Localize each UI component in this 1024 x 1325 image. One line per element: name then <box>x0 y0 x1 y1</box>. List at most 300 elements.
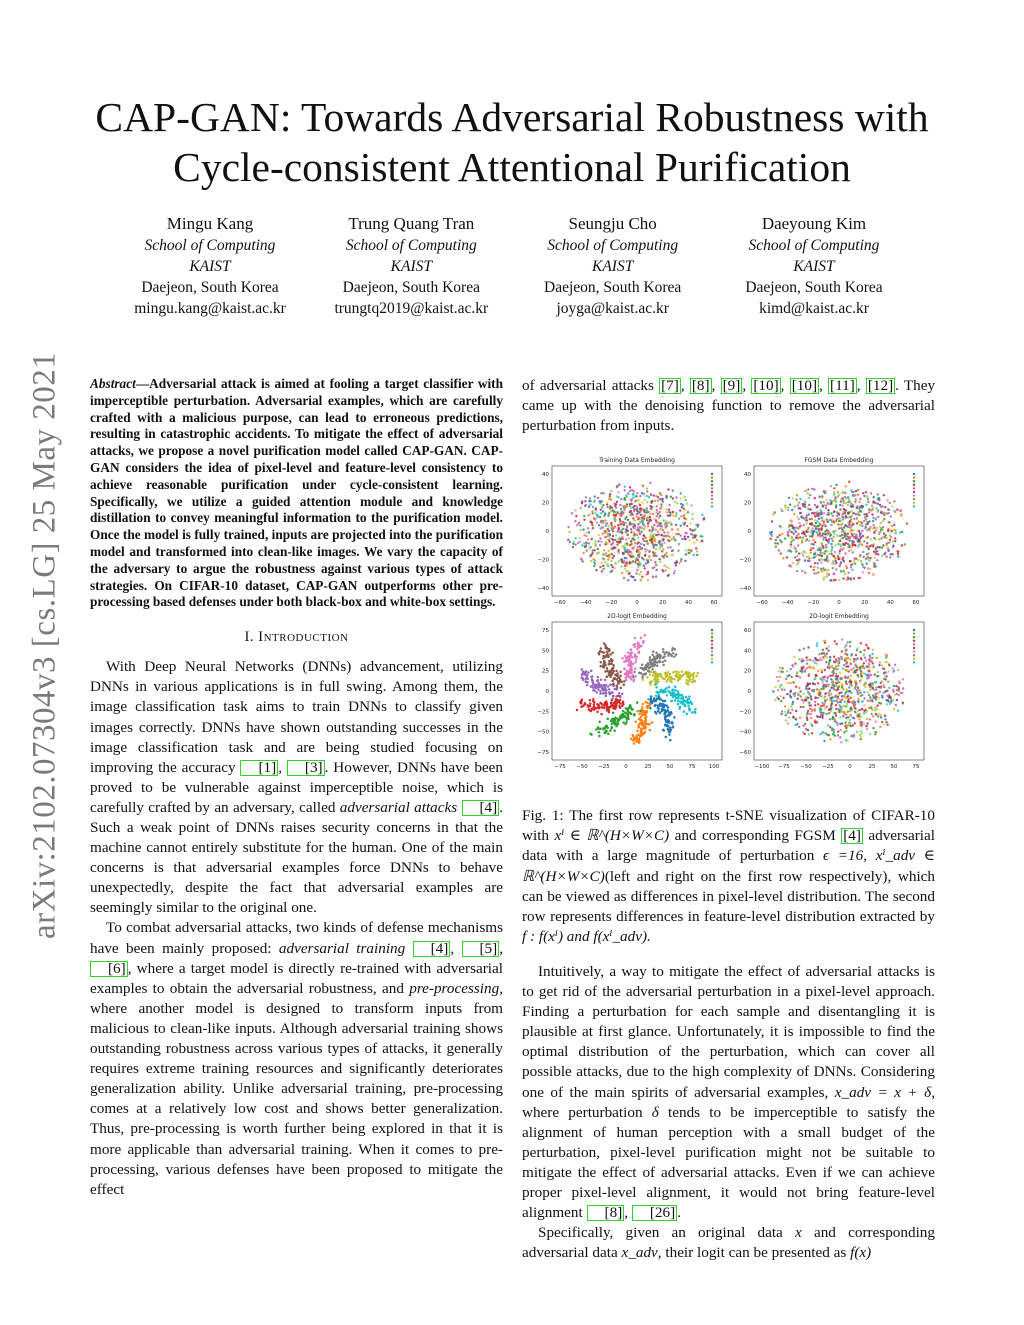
scatter-point <box>645 664 648 667</box>
scatter-point <box>609 730 612 733</box>
scatter-point <box>825 507 827 509</box>
scatter-point <box>802 693 804 695</box>
scatter-point <box>604 647 607 650</box>
scatter-point <box>863 649 865 651</box>
scatter-point <box>657 496 659 498</box>
legend-marker <box>913 647 915 649</box>
scatter-point <box>641 676 644 679</box>
scatter-point <box>880 529 882 531</box>
scatter-point <box>650 534 652 536</box>
scatter-point <box>606 534 608 536</box>
scatter-point <box>598 735 601 738</box>
scatter-point <box>893 685 895 687</box>
scatter-point <box>849 658 851 660</box>
scatter-point <box>844 676 846 678</box>
scatter-point <box>644 548 646 550</box>
scatter-point <box>844 553 846 555</box>
scatter-point <box>589 705 592 708</box>
scatter-point <box>672 549 674 551</box>
scatter-point <box>857 698 859 700</box>
scatter-point <box>846 567 848 569</box>
scatter-point <box>808 703 810 705</box>
scatter-point <box>891 525 893 527</box>
scatter-point <box>830 710 832 712</box>
scatter-point <box>599 502 601 504</box>
scatter-point <box>611 680 614 683</box>
scatter-point <box>814 519 816 521</box>
scatter-point <box>814 722 816 724</box>
scatter-point <box>602 663 605 666</box>
citation-link[interactable]: [10] <box>753 377 779 394</box>
scatter-point <box>842 715 844 717</box>
citation-link[interactable]: [1] <box>240 760 278 776</box>
legend-marker <box>711 502 713 504</box>
scatter-point <box>857 693 859 695</box>
scatter-point <box>881 555 883 557</box>
scatter-point <box>665 508 667 510</box>
scatter-point <box>788 529 790 531</box>
scatter-point <box>667 671 670 674</box>
legend-marker <box>913 651 915 653</box>
scatter-point <box>617 723 620 726</box>
scatter-point <box>848 723 850 725</box>
y-tick-label: 0 <box>545 529 549 536</box>
scatter-point <box>801 661 803 663</box>
scatter-point <box>650 536 652 538</box>
scatter-point <box>618 677 621 680</box>
scatter-point <box>861 563 863 565</box>
scatter-point <box>789 691 791 693</box>
scatter-point <box>845 706 847 708</box>
scatter-point <box>657 500 659 502</box>
scatter-point <box>569 541 571 543</box>
scatter-point <box>684 496 686 498</box>
scatter-point <box>632 497 634 499</box>
scatter-point <box>842 578 844 580</box>
scatter-point <box>829 675 831 677</box>
scatter-point <box>581 669 584 672</box>
scatter-point <box>665 711 668 714</box>
scatter-point <box>599 544 601 546</box>
text-run: , <box>624 1204 632 1222</box>
scatter-point <box>818 518 820 520</box>
x-tick-label: 20 <box>861 600 869 607</box>
scatter-point <box>847 716 849 718</box>
separator: , <box>856 377 866 394</box>
citation-link[interactable]: [26] <box>632 1205 677 1221</box>
scatter-point <box>582 561 584 563</box>
scatter-point <box>626 675 629 678</box>
scatter-point <box>665 651 668 654</box>
scatter-point <box>661 543 663 545</box>
scatter-point <box>687 511 689 513</box>
scatter-point <box>895 532 897 534</box>
scatter-point <box>819 510 821 512</box>
scatter-point <box>656 662 659 665</box>
scatter-point <box>600 679 603 682</box>
scatter-point <box>829 718 831 720</box>
scatter-point <box>819 524 821 526</box>
scatter-point <box>611 652 614 655</box>
scatter-point <box>671 529 673 531</box>
scatter-point <box>624 489 626 491</box>
citation-link[interactable]: [6] <box>90 961 128 977</box>
scatter-point <box>583 519 585 521</box>
scatter-point <box>846 662 848 664</box>
scatter-point <box>607 550 609 552</box>
scatter-point <box>691 703 694 706</box>
scatter-point <box>848 481 850 483</box>
citation-link[interactable]: [10] <box>791 377 818 394</box>
plot-panel <box>739 457 924 606</box>
y-tick-label: 40 <box>542 472 549 479</box>
scatter-point <box>797 527 799 529</box>
y-tick-label: 0 <box>747 529 751 536</box>
scatter-point <box>892 691 894 693</box>
scatter-point <box>871 528 873 530</box>
scatter-point <box>654 500 656 502</box>
scatter-point <box>623 661 626 664</box>
scatter-point <box>841 523 843 525</box>
legend-marker <box>913 491 915 493</box>
scatter-point <box>654 552 656 554</box>
scatter-point <box>633 510 635 512</box>
scatter-point <box>810 547 812 549</box>
scatter-point <box>770 533 772 535</box>
scatter-point <box>657 676 660 679</box>
scatter-point <box>876 550 878 552</box>
scatter-point <box>850 663 852 665</box>
scatter-point <box>785 720 787 722</box>
scatter-point <box>838 520 840 522</box>
scatter-point <box>662 729 665 732</box>
scatter-point <box>618 538 620 540</box>
scatter-point <box>788 717 790 719</box>
scatter-point <box>624 486 626 488</box>
scatter-point <box>832 540 834 542</box>
scatter-point <box>859 542 861 544</box>
scatter-point <box>833 672 835 674</box>
scatter-point <box>886 703 888 705</box>
scatter-point <box>668 722 671 725</box>
scatter-point <box>608 660 611 663</box>
scatter-point <box>678 544 680 546</box>
scatter-point <box>590 670 593 673</box>
scatter-point <box>826 734 828 736</box>
citation-link[interactable]: [4] <box>462 800 500 816</box>
y-tick-label: −20 <box>537 557 549 564</box>
citation-link[interactable]: [8] <box>587 1205 625 1221</box>
scatter-point <box>642 558 644 560</box>
scatter-point <box>853 658 855 660</box>
scatter-point <box>647 560 649 562</box>
scatter-point <box>817 682 819 684</box>
scatter-point <box>641 492 643 494</box>
scatter-point <box>843 664 845 666</box>
x-tick-label: 0 <box>837 600 841 607</box>
scatter-point <box>596 711 599 714</box>
scatter-point <box>585 532 587 534</box>
citation-link[interactable]: [3] <box>287 760 325 776</box>
x-tick-label: 50 <box>666 764 674 771</box>
scatter-point <box>887 724 889 726</box>
scatter-point <box>842 537 844 539</box>
scatter-point <box>627 553 629 555</box>
scatter-point <box>857 559 859 561</box>
scatter-point <box>877 553 879 555</box>
scatter-point <box>661 555 663 557</box>
scatter-point <box>838 657 840 659</box>
scatter-point <box>595 729 598 732</box>
scatter-point <box>816 663 818 665</box>
scatter-point <box>602 568 604 570</box>
scatter-point <box>860 724 862 726</box>
scatter-point <box>624 499 626 501</box>
scatter-point <box>812 547 814 549</box>
scatter-point <box>880 522 882 524</box>
scatter-point <box>631 499 633 501</box>
scatter-point <box>891 505 893 507</box>
scatter-point <box>604 679 607 682</box>
scatter-point <box>825 490 827 492</box>
citation-link[interactable]: [4] <box>843 827 861 845</box>
scatter-point <box>804 501 806 503</box>
scatter-point <box>814 541 816 543</box>
scatter-point <box>651 526 653 528</box>
scatter-point <box>793 513 795 515</box>
scatter-point <box>821 520 823 522</box>
scatter-point <box>810 552 812 554</box>
scatter-point <box>828 695 830 697</box>
scatter-point <box>873 697 875 699</box>
scatter-point <box>832 675 834 677</box>
math-inline: ϵ =16, xⁱ_adv ∈ ℝ^(H×W×C) <box>522 847 935 885</box>
separator: , <box>819 377 829 394</box>
scatter-point <box>611 668 614 671</box>
citation-link[interactable]: [7] <box>661 377 679 394</box>
scatter-point <box>573 541 575 543</box>
scatter-point <box>605 552 607 554</box>
scatter-point <box>850 577 852 579</box>
scatter-point <box>691 711 694 714</box>
scatter-point <box>835 568 837 570</box>
scatter-point <box>825 569 827 571</box>
scatter-point <box>796 555 798 557</box>
scatter-point <box>690 505 692 507</box>
scatter-point <box>822 578 824 580</box>
scatter-point <box>859 533 861 535</box>
scatter-point <box>604 513 606 515</box>
citation-link[interactable]: [5] <box>462 941 500 957</box>
y-tick-label: 25 <box>542 668 549 675</box>
scatter-point <box>665 495 667 497</box>
scatter-point <box>821 702 823 704</box>
scatter-point <box>823 536 825 538</box>
scatter-point <box>582 529 584 531</box>
scatter-point <box>816 562 818 564</box>
scatter-point <box>626 659 629 662</box>
scatter-point <box>793 656 795 658</box>
scatter-point <box>813 489 815 491</box>
scatter-point <box>838 692 840 694</box>
scatter-point <box>650 700 653 703</box>
scatter-point <box>798 518 800 520</box>
scatter-point <box>840 729 842 731</box>
scatter-point <box>851 692 853 694</box>
scatter-point <box>653 533 655 535</box>
scatter-point <box>650 662 653 665</box>
scatter-point <box>662 501 664 503</box>
arxiv-identifier: arXiv:2102.07304v3 [cs.LG] 25 May 2021 <box>26 351 63 939</box>
math-inline: x <box>795 1224 802 1242</box>
scatter-point <box>883 518 885 520</box>
citation-link[interactable]: [4] <box>413 941 451 957</box>
scatter-point <box>635 559 637 561</box>
scatter-point <box>776 536 778 538</box>
scatter-point <box>824 669 826 671</box>
scatter-point <box>889 502 891 504</box>
scatter-point <box>639 495 641 497</box>
scatter-point <box>906 523 908 525</box>
author-institution: KAIST <box>189 258 231 275</box>
scatter-point <box>653 524 655 526</box>
scatter-point <box>644 634 647 637</box>
scatter-point <box>646 702 649 705</box>
text-run: , where perturbation <box>522 1083 935 1121</box>
scatter-point <box>686 713 689 716</box>
scatter-point <box>663 532 665 534</box>
scatter-point <box>862 665 864 667</box>
scatter-point <box>844 502 846 504</box>
scatter-point <box>672 693 675 696</box>
scatter-point <box>585 504 587 506</box>
scatter-point <box>849 520 851 522</box>
scatter-point <box>568 531 570 533</box>
scatter-point <box>624 557 626 559</box>
scatter-point <box>591 685 594 688</box>
scatter-point <box>869 683 871 685</box>
scatter-point <box>643 722 646 725</box>
citation-link[interactable]: [11] <box>830 377 855 394</box>
scatter-point <box>625 707 628 710</box>
scatter-point <box>841 651 843 653</box>
scatter-point <box>600 713 603 716</box>
scatter-point <box>593 706 596 709</box>
scatter-point <box>850 685 852 687</box>
scatter-point <box>638 573 640 575</box>
scatter-point <box>579 524 581 526</box>
scatter-point <box>811 530 813 532</box>
scatter-point <box>615 507 617 509</box>
scatter-point <box>845 670 847 672</box>
scatter-point <box>696 539 698 541</box>
scatter-point <box>636 702 639 705</box>
scatter-point <box>627 519 629 521</box>
scatter-point <box>819 554 821 556</box>
scatter-point <box>863 567 865 569</box>
scatter-point <box>620 565 622 567</box>
scatter-point <box>781 510 783 512</box>
scatter-point <box>667 714 670 717</box>
scatter-point <box>617 682 620 685</box>
citation-link[interactable]: [9] <box>722 377 741 394</box>
scatter-point <box>644 515 646 517</box>
scatter-point <box>854 711 856 713</box>
scatter-point <box>839 509 841 511</box>
scatter-point <box>609 670 612 673</box>
scatter-point <box>784 705 786 707</box>
scatter-point <box>858 577 860 579</box>
scatter-point <box>841 686 843 688</box>
scatter-point <box>638 738 641 741</box>
scatter-point <box>808 688 810 690</box>
scatter-point <box>602 565 604 567</box>
scatter-point <box>594 687 597 690</box>
scatter-point <box>813 513 815 515</box>
scatter-point <box>626 562 628 564</box>
scatter-point <box>829 660 831 662</box>
scatter-point <box>839 544 841 546</box>
text-run: , where a target model is directly re-trained with adversarial examples to obtain the adversarial robustness, and <box>90 959 503 997</box>
author-name: Daeyoung Kim <box>761 214 867 233</box>
scatter-point <box>826 653 828 655</box>
scatter-point <box>803 648 805 650</box>
scatter-point <box>656 698 659 701</box>
scatter-point <box>843 695 845 697</box>
scatter-point <box>622 710 625 713</box>
x-tick-label: −40 <box>579 600 592 607</box>
scatter-point <box>833 487 835 489</box>
scatter-point <box>628 562 630 564</box>
scatter-point <box>882 536 884 538</box>
scatter-point <box>677 550 679 552</box>
scatter-point <box>681 694 684 697</box>
scatter-point <box>681 671 684 674</box>
scatter-point <box>571 512 573 514</box>
scatter-point <box>871 653 873 655</box>
citation-link[interactable]: [8] <box>691 377 710 394</box>
scatter-point <box>859 651 861 653</box>
scatter-point <box>840 501 842 503</box>
scatter-point <box>583 542 585 544</box>
scatter-point <box>636 529 638 531</box>
scatter-point <box>641 484 643 486</box>
scatter-point <box>798 658 800 660</box>
legend-marker <box>711 477 713 479</box>
scatter-point <box>846 725 848 727</box>
scatter-point <box>833 656 835 658</box>
scatter-point <box>833 700 835 702</box>
scatter-point <box>856 649 858 651</box>
scatter-point <box>614 539 616 541</box>
scatter-point <box>874 709 876 711</box>
scatter-point <box>823 512 825 514</box>
scatter-point <box>865 537 867 539</box>
scatter-point <box>853 491 855 493</box>
scatter-point <box>817 567 819 569</box>
scatter-point <box>623 524 625 526</box>
y-tick-label: −25 <box>537 709 549 716</box>
scatter-point <box>636 492 638 494</box>
scatter-point <box>657 710 660 713</box>
scatter-point <box>815 674 817 676</box>
scatter-point <box>667 532 669 534</box>
scatter-point <box>612 683 615 686</box>
citation-link[interactable]: [12] <box>867 377 894 394</box>
scatter-point <box>654 711 657 714</box>
scatter-point <box>655 691 658 694</box>
scatter-point <box>866 521 868 523</box>
